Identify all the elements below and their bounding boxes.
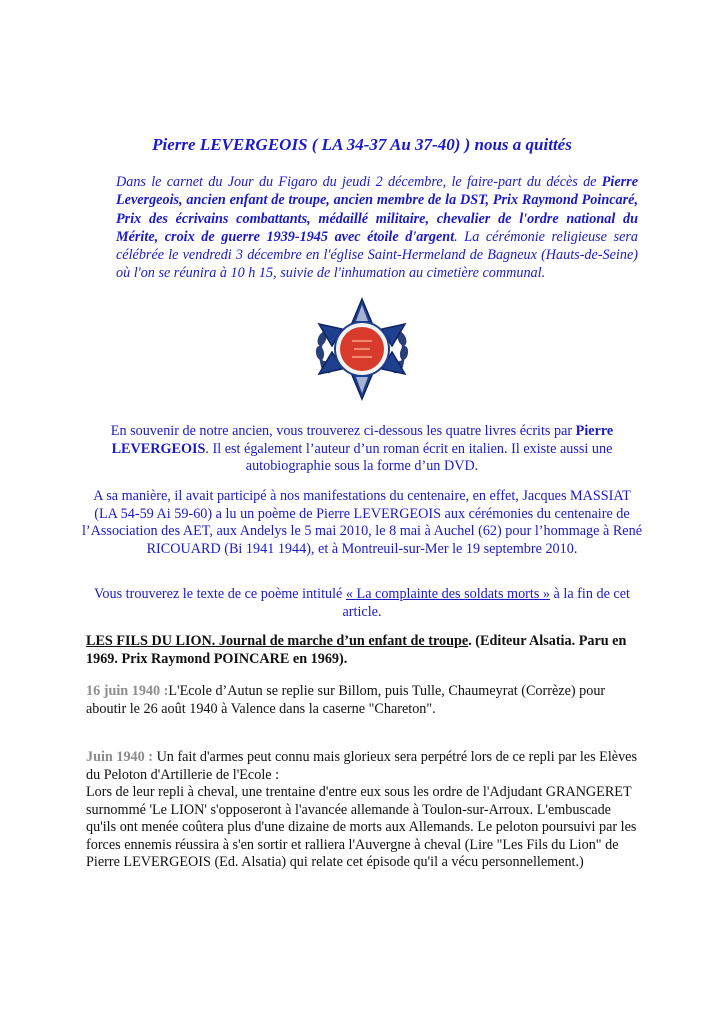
poem-link[interactable]: « La complainte des soldats morts » bbox=[345, 586, 550, 602]
obituary-text-start: Dans le carnet du Jour du Figaro du jeudi 2 décembre, le faire-part du décès de bbox=[116, 174, 602, 190]
book-title: LES FILS DU LION. Journal de marche d’un enfant de troupe bbox=[86, 633, 469, 649]
section-date: Juin 1940 : bbox=[86, 749, 154, 765]
souvenir-paragraph bbox=[80, 423, 644, 476]
book-heading bbox=[86, 633, 642, 668]
section-june-16 bbox=[86, 683, 642, 718]
medal-image bbox=[306, 293, 418, 405]
section-text: Un fait d'armes peut connu mais glorieux sera perpétré lors de ce repli par les Elèves du Peloton d'Artillerie de l'Ecole : bbox=[86, 749, 637, 783]
section-june-1940 bbox=[86, 749, 642, 872]
obituary-bold-titles: Pierre Levergeois, ancien enfant de troupe, ancien membre de la DST, Prix Raymond Poincaré, Prix des écrivains combattants, médaillé militaire, chevalier de l'ordre national du Mérite, croix de guerre 1939-1945 avec étoile d'argent bbox=[116, 174, 638, 245]
poem-text-start: Vous trouverez le texte de ce poème intitulé bbox=[94, 586, 346, 602]
obituary-paragraph bbox=[116, 173, 638, 283]
obituary-text-end: . La cérémonie religieuse sera célébrée le vendredi 3 décembre en l'église Saint-Hermeland de Bagneux (Hauts-de-Seine) où l'on se réunira à 10 h 15, suivie de l'inhumation au cimetière communal. bbox=[116, 228, 639, 282]
centenary-paragraph: A sa manière, il avait participé à nos manifestations du centenaire, en effet, Jacques MASSIAT (LA 54-59 Ai 59-60) a lu un poème de Pierre LEVERGEOIS aux cérémonies du centenaire de l’Association des AET, aux Andelys le 5 mai 2010, le 8 mai à Auchel (62) pour l’hommage à René RICOUARD (Bi 1941 1944), et à Montreuil-sur-Mer le 19 septembre 2010. bbox=[81, 488, 642, 557]
souvenir-text-end: . Il est également l’auteur d’un roman écrit en italien. Il existe aussi une autobiographie sous la forme d’un DVD. bbox=[205, 440, 613, 474]
poem-paragraph bbox=[80, 586, 644, 621]
souvenir-text-start: En souvenir de notre ancien, vous trouverez ci-dessous les quatre livres écrits par bbox=[110, 423, 576, 439]
page-title: Pierre LEVERGEOIS ( LA 34-37 Au 37-40) ) nous a quittés bbox=[152, 135, 572, 154]
section-text: L'Ecole d’Autun se replie sur Billom, puis Tulle, Chaumeyrat (Corrèze) pour aboutir le 26 août 1940 à Valence dans la caserne "Chareton". bbox=[86, 683, 606, 717]
author-name: Pierre LEVERGEOIS bbox=[111, 423, 614, 457]
poem-text-end: à la fin de cet article. bbox=[342, 586, 630, 620]
book-details: . (Editeur Alsatia. Paru en 1969. Prix Raymond POINCARE en 1969). bbox=[86, 633, 627, 667]
section-text-continued: Lors de leur repli à cheval, une trentaine d'entre eux sous les ordre de l'Adjudant GRANGERET surnommé 'Le LION' s'opposeront à l'avancée allemande à Toulon-sur-Arroux. L'embuscade qu'ils ont menée coûtera plus d'une dizaine de morts aux Allemands. Le peloton poursuivi par les forces ennemis réussira à s'en sortir et ralliera l'Auvergne à cheval (Lire "Les Fils du Lion" de Pierre LEVERGEOIS (Ed. Alsatia) qui relate cet épisode qu'il a vécu personnellement.) bbox=[86, 784, 637, 870]
section-date: 16 juin 1940 : bbox=[86, 683, 169, 699]
